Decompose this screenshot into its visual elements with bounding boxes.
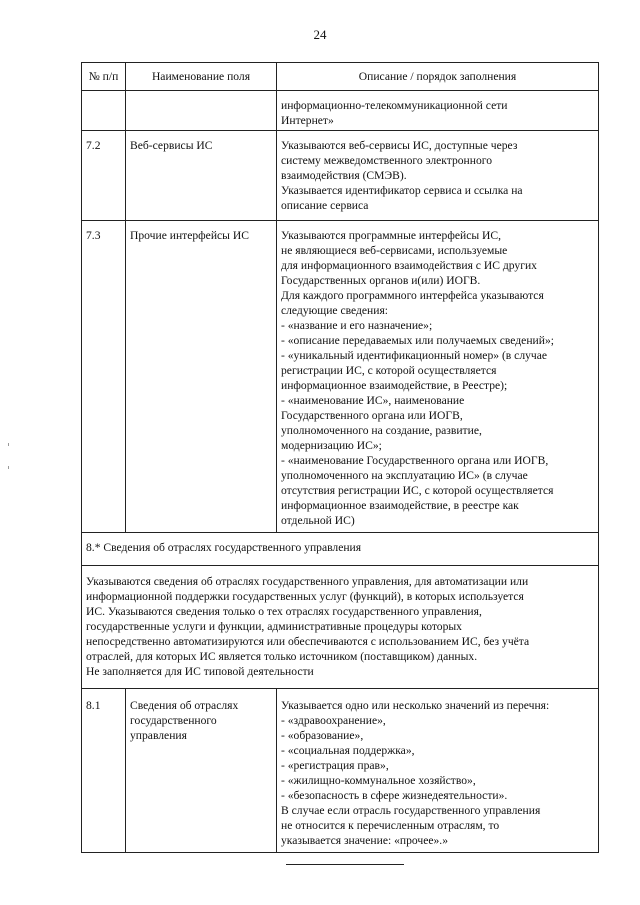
table-row-continuation	[82, 91, 599, 131]
cell-description: Указывается одно или несколько значений из перечня: - «здравоохранение», - «образование», - «социальная поддержка», - «регистрация прав», - «жилищно-коммунальное хозяйство», - «безопасность в сфере жизнедеятельности». В случае если отрасль государственного управления не относится к перечисленным отраслям, то указывается значение: «прочее».»	[277, 689, 599, 853]
cell-number	[82, 91, 126, 131]
section-note: Указываются сведения об отраслях государственного управления, для автоматизации или информационной поддержки государственных услуг (функций), в которых используется ИС. Указываются сведения только о тех отраслях государственного управления, государственные услуги и функции, административные процедуры которых непосредственно автоматизируются или обеспечиваются с использованием ИС, без учёта отраслей, для которых ИС является только источником (поставщиком) данных. Не заполняется для ИС типовой деятельности	[82, 566, 599, 689]
header-field-name: Наименование поля	[126, 63, 277, 91]
cell-field-name: Сведения об отраслях государственного управления	[126, 689, 277, 853]
cell-description: информационно-телекоммуникационной сети Интернет»	[277, 91, 599, 131]
footer-divider	[286, 864, 404, 865]
cell-description: Указываются программные интерфейсы ИС, не являющиеся веб-сервисами, используемые для информационного взаимодействия с ИС других Государственных органов и(или) ИОГВ. Для каждого программного интерфейса указываются следующие сведения: - «название и его назначение»; - «описание передаваемых или получаемых сведений»; - «уникальный идентификационный номер» (в случае регистрации ИС, с которой осуществляется информационное взаимодействие, в Реестре); - «наименование ИС», наименование Государственного органа или ИОГВ, уполномоченного на создание, развитие, модернизацию ИС»; - «наименование Государственного органа или ИОГВ, уполномоченного на эксплуатацию ИС» (в случае отсутствия регистрации ИС, с которой осуществляется информационное взаимодействие, в реестре как отдельной ИС)	[277, 221, 599, 533]
header-description: Описание / порядок заполнения	[277, 63, 599, 91]
section-8-title-row	[82, 533, 599, 566]
header-number: № п/п	[82, 63, 126, 91]
cell-number: 7.2	[82, 131, 126, 221]
table-header-row	[82, 63, 599, 91]
table-row-7-3	[82, 221, 599, 533]
cell-field-name: Веб-сервисы ИС	[126, 131, 277, 221]
table-row-8-1	[82, 689, 599, 853]
section-8-note-row	[82, 566, 599, 689]
cell-number: 7.3	[82, 221, 126, 533]
table-row-7-2	[82, 131, 599, 221]
fields-table	[81, 62, 599, 853]
cell-field-name	[126, 91, 277, 131]
cell-description: Указываются веб-сервисы ИС, доступные через систему межведомственного электронного взаимодействия (СМЭВ). Указывается идентификатор сервиса и ссылка на описание сервиса	[277, 131, 599, 221]
margin-mark	[8, 443, 9, 446]
cell-number: 8.1	[82, 689, 126, 853]
margin-mark	[8, 466, 9, 469]
section-title: 8.* Сведения об отраслях государственного управления	[82, 533, 599, 566]
cell-field-name: Прочие интерфейсы ИС	[126, 221, 277, 533]
page-number: 24	[313, 27, 327, 42]
